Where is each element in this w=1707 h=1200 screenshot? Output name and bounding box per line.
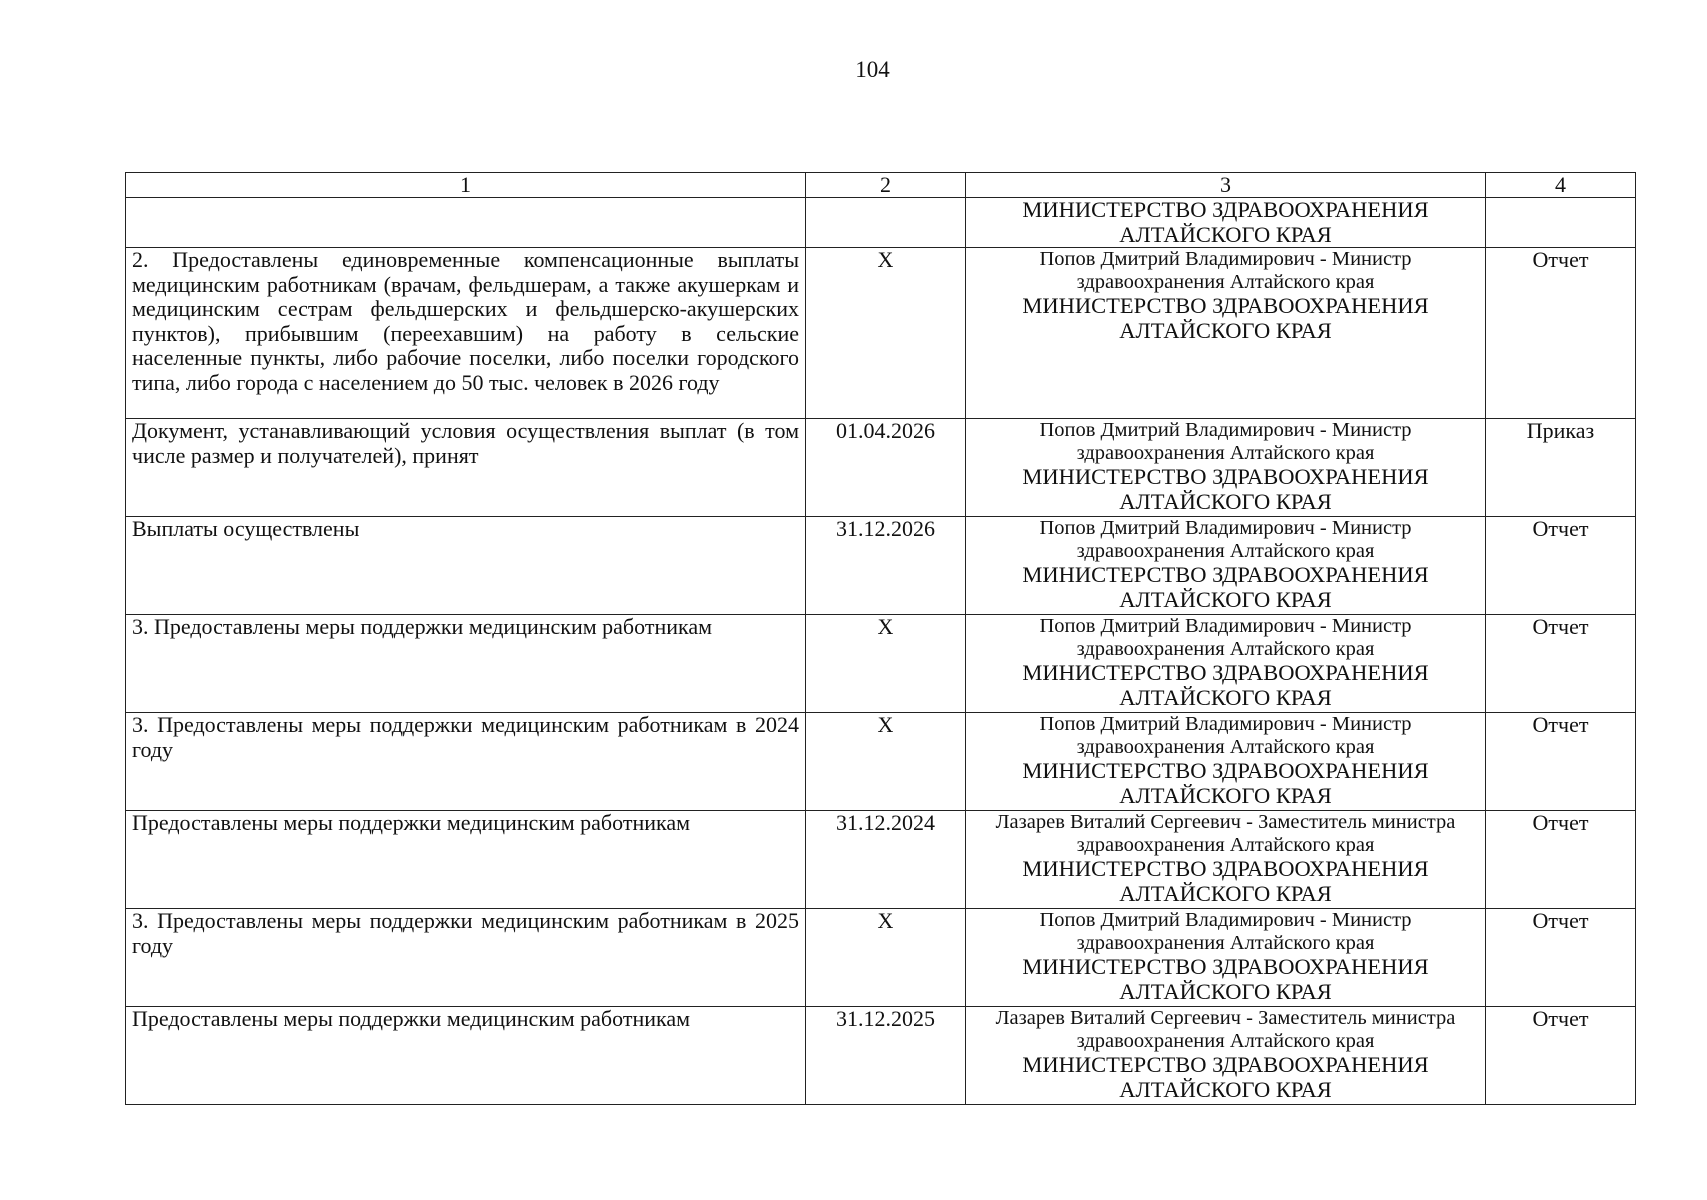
table-row xyxy=(126,615,1636,713)
responsible-person: Попов Дмитрий Владимирович - Министр здравоохранения Алтайского края xyxy=(1039,419,1412,464)
responsible-organization: МИНИСТЕРСТВО ЗДРАВООХРАНЕНИЯ АЛТАЙСКОГО КРАЯ xyxy=(1022,954,1429,1004)
cell-document: Отчет xyxy=(1486,615,1636,713)
responsible-person: Лазарев Виталий Сергеевич - Заместитель министра здравоохранения Алтайского края xyxy=(995,811,1456,856)
cell-responsible xyxy=(966,419,1486,517)
cell-document: Отчет xyxy=(1486,909,1636,1007)
cell-date: X xyxy=(806,713,966,811)
table-row xyxy=(126,811,1636,909)
responsible-person: Попов Дмитрий Владимирович - Министр здравоохранения Алтайского края xyxy=(1039,909,1412,954)
cell-date: 31.12.2026 xyxy=(806,517,966,615)
responsible-person: Попов Дмитрий Владимирович - Министр здравоохранения Алтайского края xyxy=(1039,517,1412,562)
cell-description: Предоставлены меры поддержки медицинским работникам xyxy=(126,811,806,909)
table-header-row xyxy=(126,173,1636,198)
cell-document: Приказ xyxy=(1486,419,1636,517)
cell-document: Отчет xyxy=(1486,248,1636,419)
table-row xyxy=(126,713,1636,811)
table-row xyxy=(126,419,1636,517)
responsible-organization: МИНИСТЕРСТВО ЗДРАВООХРАНЕНИЯ АЛТАЙСКОГО КРАЯ xyxy=(1022,1052,1429,1102)
cell-document: Отчет xyxy=(1486,713,1636,811)
column-header-1: 1 xyxy=(126,173,806,198)
table-row xyxy=(126,198,1636,248)
plan-table xyxy=(125,172,1636,1105)
responsible-organization: МИНИСТЕРСТВО ЗДРАВООХРАНЕНИЯ АЛТАЙСКОГО КРАЯ xyxy=(1022,464,1429,514)
table-row xyxy=(126,909,1636,1007)
column-header-2: 2 xyxy=(806,173,966,198)
cell-description: 3. Предоставлены меры поддержки медицинским работникам в 2025 году xyxy=(126,909,806,1007)
responsible-person: Попов Дмитрий Владимирович - Министр здравоохранения Алтайского края xyxy=(1039,615,1412,660)
cell-date: 31.12.2025 xyxy=(806,1007,966,1105)
cell-document: Отчет xyxy=(1486,811,1636,909)
cell-responsible xyxy=(966,811,1486,909)
cell-date: X xyxy=(806,615,966,713)
cell-responsible xyxy=(966,198,1486,248)
cell-description: 2. Предоставлены единовременные компенсационные выплаты медицинским работникам (врачам, фельдшерам, а также акушеркам и медицинским сестрам фельдшерских и фельдшерско-акушерских пунктов), прибывшим (переехавшим) на работу в сельские населенные пункты, либо рабочие поселки, либо поселки городского типа, либо города с населением до 50 тыс. человек в 2026 году xyxy=(126,248,806,419)
cell-date xyxy=(806,198,966,248)
cell-description: 3. Предоставлены меры поддержки медицинским работникам xyxy=(126,615,806,713)
cell-document xyxy=(1486,198,1636,248)
cell-description: Предоставлены меры поддержки медицинским работникам xyxy=(126,1007,806,1105)
column-header-3: 3 xyxy=(966,173,1486,198)
cell-date: 31.12.2024 xyxy=(806,811,966,909)
cell-description: Документ, устанавливающий условия осуществления выплат (в том числе размер и получателей), принят xyxy=(126,419,806,517)
responsible-organization: МИНИСТЕРСТВО ЗДРАВООХРАНЕНИЯ АЛТАЙСКОГО КРАЯ xyxy=(1022,758,1429,808)
cell-description: 3. Предоставлены меры поддержки медицинским работникам в 2024 году xyxy=(126,713,806,811)
cell-description xyxy=(126,198,806,248)
cell-responsible xyxy=(966,248,1486,419)
page-number: 104 xyxy=(855,57,890,82)
responsible-organization: МИНИСТЕРСТВО ЗДРАВООХРАНЕНИЯ АЛТАЙСКОГО КРАЯ xyxy=(1022,562,1429,612)
cell-responsible xyxy=(966,909,1486,1007)
cell-document: Отчет xyxy=(1486,517,1636,615)
table-row xyxy=(126,517,1636,615)
responsible-person: Лазарев Виталий Сергеевич - Заместитель министра здравоохранения Алтайского края xyxy=(995,1007,1456,1052)
cell-date: 01.04.2026 xyxy=(806,419,966,517)
cell-document: Отчет xyxy=(1486,1007,1636,1105)
cell-responsible xyxy=(966,713,1486,811)
cell-responsible xyxy=(966,517,1486,615)
table-row xyxy=(126,248,1636,419)
responsible-organization: МИНИСТЕРСТВО ЗДРАВООХРАНЕНИЯ АЛТАЙСКОГО КРАЯ xyxy=(1022,293,1429,343)
cell-description: Выплаты осуществлены xyxy=(126,517,806,615)
responsible-organization: МИНИСТЕРСТВО ЗДРАВООХРАНЕНИЯ АЛТАЙСКОГО КРАЯ xyxy=(1022,660,1429,710)
cell-date: X xyxy=(806,248,966,419)
responsible-person: Попов Дмитрий Владимирович - Министр здравоохранения Алтайского края xyxy=(1039,248,1412,293)
responsible-organization: МИНИСТЕРСТВО ЗДРАВООХРАНЕНИЯ АЛТАЙСКОГО КРАЯ xyxy=(1022,856,1429,906)
cell-date: X xyxy=(806,909,966,1007)
cell-responsible xyxy=(966,1007,1486,1105)
table-row xyxy=(126,1007,1636,1105)
responsible-organization: МИНИСТЕРСТВО ЗДРАВООХРАНЕНИЯ АЛТАЙСКОГО КРАЯ xyxy=(1022,197,1429,247)
cell-responsible xyxy=(966,615,1486,713)
responsible-person: Попов Дмитрий Владимирович - Министр здравоохранения Алтайского края xyxy=(1039,713,1412,758)
column-header-4: 4 xyxy=(1486,173,1636,198)
